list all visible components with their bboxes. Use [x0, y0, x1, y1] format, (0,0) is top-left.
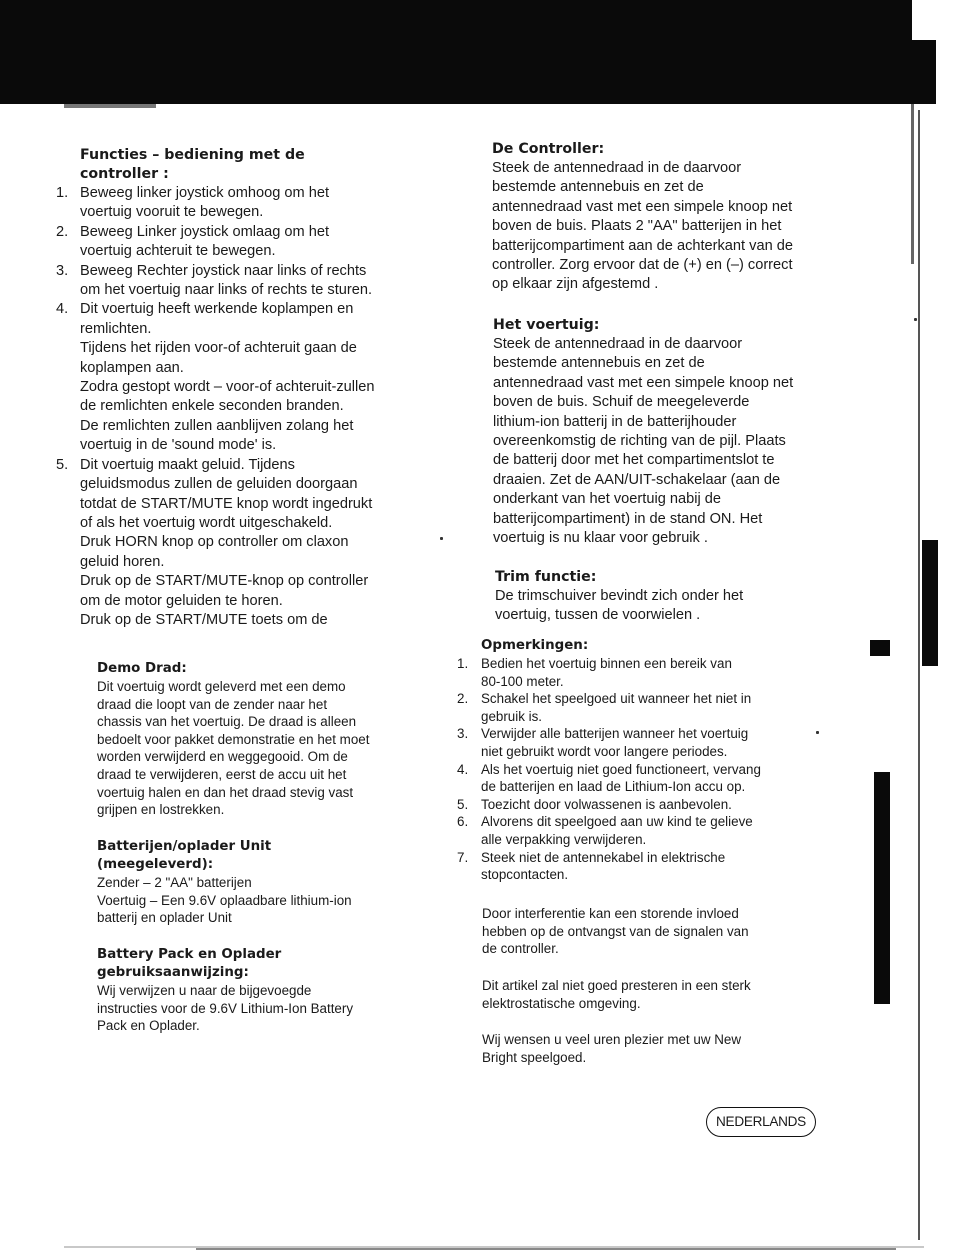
text-line: chassis van het voertuig. De draad is alleen	[97, 714, 357, 730]
text-line: draad die loopt van de zender naar het	[97, 696, 328, 712]
section-battery-pack	[97, 946, 437, 1035]
list-line: om de motor geluiden te horen.	[80, 592, 283, 609]
list-line: Bedien het voertuig binnen een bereik van	[481, 656, 732, 671]
list-line: Alvorens dit speelgoed aan uw kind te gelieve	[481, 814, 753, 830]
functies-heading-line1: Functies – bediening met de	[80, 147, 305, 163]
list-line: Dit voertuig maakt geluid. Tijdens	[80, 456, 295, 473]
list-item	[56, 184, 436, 223]
text-line: hebben op de ontvangst van de signalen van	[482, 923, 749, 939]
list-line: Verwijder alle batterijen wanneer het voertuig	[481, 726, 749, 742]
list-number: 5.	[457, 796, 469, 812]
text-line: Zender – 2 "AA" batterijen	[97, 875, 252, 890]
list-item	[56, 262, 436, 301]
section-batterijen	[97, 838, 437, 927]
list-line: Dit voertuig heeft werkende koplampen en	[80, 301, 354, 318]
list-number: 2.	[457, 691, 469, 707]
functies-list	[56, 184, 436, 630]
text-line: boven de buis. Schuif de meegeleverde	[493, 394, 750, 411]
list-line: Druk HORN knop op controller om claxon	[80, 534, 349, 551]
list-number: 7.	[457, 849, 469, 865]
paragraph-wensen	[482, 1031, 827, 1066]
text-line: antennedraad vast met een simpele knoop net	[492, 198, 793, 215]
page-edge-line	[911, 104, 914, 264]
paragraph-interferentie	[482, 905, 827, 958]
edge-black-strip	[874, 772, 890, 1004]
list-line: geluid horen.	[80, 553, 165, 570]
section-controller	[492, 140, 852, 295]
text-line: bestemde antennebuis en zet de	[493, 355, 705, 372]
section-functies	[56, 146, 436, 630]
battery-pack-heading-line1: Battery Pack en Oplader	[97, 947, 282, 962]
edge-black-mark	[870, 640, 890, 656]
text-line: onderkant van het voertuig nabij de	[493, 491, 721, 508]
list-line: voertuig vooruit te bewegen.	[80, 204, 264, 221]
list-number: 1.	[56, 185, 69, 201]
text-line: instructies voor de 9.6V Lithium-Ion Battery	[97, 1000, 354, 1016]
text-line: elektrostatische omgeving.	[482, 995, 641, 1011]
list-number: 4.	[56, 301, 69, 318]
opmerkingen-heading: Opmerkingen:	[481, 638, 589, 653]
list-number: 5.	[56, 456, 69, 473]
list-line: voertuig in de 'sound mode' is.	[80, 437, 277, 454]
list-line: Zodra gestopt wordt – voor-of achteruit-zullen	[80, 379, 375, 396]
text-line: Wij verwijzen u naar de bijgevoegde	[97, 983, 312, 998]
list-line: Steek niet de antennekabel in elektrische	[481, 849, 726, 865]
list-line: Schakel het speelgoed uit wanneer het niet in	[481, 691, 752, 707]
list-item	[56, 456, 436, 631]
text-line: Door interferentie kan een storende invloed	[482, 906, 739, 921]
page-edge-line-long	[918, 110, 920, 1240]
text-line: bestemde antennebuis en zet de	[492, 179, 704, 196]
list-line: Toezicht door volwassenen is aanbevolen.	[481, 796, 732, 812]
language-badge: NEDERLANDS	[706, 1107, 816, 1137]
section-opmerkingen	[457, 637, 827, 884]
voertuig-heading: Het voertuig:	[493, 317, 600, 333]
list-line: remlichten.	[80, 320, 152, 337]
paragraph-elektrostatisch	[482, 977, 827, 1012]
list-number: 2.	[56, 223, 69, 240]
scan-dot	[914, 318, 917, 321]
text-line: voertuig is nu klaar voor gebruik .	[493, 530, 708, 547]
list-item	[457, 690, 827, 725]
header-underline	[64, 104, 156, 108]
list-number: 3.	[457, 726, 469, 742]
list-line: gebruik is.	[481, 708, 543, 724]
text-line: de controller.	[482, 941, 559, 957]
list-number: 3.	[56, 262, 69, 279]
list-line: Tijdens het rijden voor-of achteruit gaan de	[80, 340, 357, 357]
text-line: boven de buis. Plaats 2 "AA" batterijen in het	[492, 218, 782, 235]
text-line: de batterij door met het compartimentslot te	[493, 452, 775, 469]
list-line: Beweeg Linker joystick omlaag om het	[80, 223, 330, 240]
list-line: om het voertuig naar links of rechts te sturen.	[80, 282, 373, 299]
text-line: batterijcompartiment) in de stand ON. Het	[493, 510, 763, 527]
list-number: 1.	[457, 656, 469, 671]
section-demo	[97, 660, 437, 819]
list-line: alle verpakking verwijderen.	[481, 831, 647, 847]
text-line: bedoelt voor pakket demonstratie en het moet	[97, 731, 370, 747]
list-line: totdat de START/MUTE knop wordt ingedrukt	[80, 495, 373, 512]
list-line: de batterijen en laad de Lithium-Ion accu op.	[481, 779, 746, 795]
text-line: Steek de antennedraad in de daarvoor	[493, 336, 743, 352]
list-item	[56, 223, 436, 262]
trim-heading: Trim functie:	[495, 569, 597, 585]
list-line: de remlichten enkele seconden branden.	[80, 398, 344, 415]
list-item	[457, 813, 827, 848]
list-line: voertuig achteruit te bewegen.	[80, 243, 276, 260]
text-line: Wij wensen u veel uren plezier met uw New	[482, 1032, 741, 1047]
text-line: Bright speelgoed.	[482, 1049, 587, 1065]
list-line: stopcontacten.	[481, 867, 569, 883]
header-black-band	[0, 40, 936, 104]
list-line: De remlichten zullen aanblijven zolang het	[80, 417, 354, 434]
text-line: batterij en oplader Unit	[97, 910, 232, 926]
list-line: niet gebruikt wordt voor langere periodes.	[481, 743, 728, 759]
text-line: batterijcompartiment aan de achterkant van de	[492, 237, 793, 254]
text-line: lithium-ion batterij in de batterijhouder	[493, 413, 737, 430]
text-line: Dit artikel zal niet goed presteren in een sterk	[482, 978, 751, 993]
list-number: 6.	[457, 814, 469, 830]
scan-dot	[440, 537, 443, 540]
controller-heading: De Controller:	[492, 141, 605, 157]
list-line: koplampen aan.	[80, 359, 184, 376]
list-line: Druk op de START/MUTE toets om de	[80, 611, 328, 628]
text-line: op elkaar zijn afgestemd .	[492, 276, 659, 293]
text-line: draaien. Zet de AAN/UIT-schakelaar (aan de	[493, 471, 781, 488]
text-line: grijpen en lostrekken.	[97, 802, 225, 818]
list-number: 4.	[457, 761, 469, 777]
section-trim	[495, 568, 835, 626]
list-item	[457, 725, 827, 760]
text-line: controller. Zorg ervoor dat de (+) en (–) correct	[492, 257, 793, 274]
list-item	[457, 761, 827, 796]
text-line: Dit voertuig wordt geleverd met een demo	[97, 679, 346, 694]
list-line: of als het voertuig wordt uitgeschakeld.	[80, 514, 333, 531]
list-item	[457, 655, 827, 690]
opmerkingen-list	[457, 655, 827, 884]
text-line: Voertuig – Een 9.6V oplaadbare lithium-ion	[97, 892, 352, 908]
text-line: worden verwijderd en weggegooid. Om de	[97, 749, 348, 765]
battery-pack-heading-line2: gebruiksaanwijzing:	[97, 965, 249, 980]
list-line: Druk op de START/MUTE-knop op controller	[80, 573, 369, 590]
text-line: overeenkomstig de richting van de pijl. Plaats	[493, 433, 786, 450]
list-line: 80-100 meter.	[481, 673, 564, 689]
text-line: voertuig halen en dan het draad stevig vast	[97, 784, 354, 800]
list-line: Beweeg Rechter joystick naar links of rechts	[80, 262, 367, 279]
list-item	[457, 849, 827, 884]
section-voertuig	[493, 316, 853, 548]
text-line: Steek de antennedraad in de daarvoor	[492, 160, 742, 176]
list-item	[56, 300, 436, 455]
text-line: voertuig, tussen de voorwielen .	[495, 607, 701, 624]
text-line: antennedraad vast met een simpele knoop net	[493, 374, 794, 391]
bottom-scan-line-dark	[196, 1248, 896, 1250]
list-item	[457, 796, 827, 814]
text-line: Pack en Oplader.	[97, 1018, 200, 1034]
batterijen-heading-line2: (meegeleverd):	[97, 857, 214, 872]
functies-heading-line2: controller :	[80, 166, 169, 182]
demo-heading: Demo Drad:	[97, 661, 187, 676]
list-line: geluidsmodus zullen de geluiden doorgaan	[80, 476, 358, 493]
list-line: Als het voertuig niet goed functioneert, vervang	[481, 761, 761, 777]
text-line: De trimschuiver bevindt zich onder het	[495, 588, 744, 604]
list-line: Beweeg linker joystick omhoog om het	[80, 185, 330, 201]
edge-black-block	[922, 540, 938, 666]
batterijen-heading-line1: Batterijen/oplader Unit	[97, 839, 272, 854]
text-line: draad te verwijderen, eerst de accu uit het	[97, 766, 347, 782]
